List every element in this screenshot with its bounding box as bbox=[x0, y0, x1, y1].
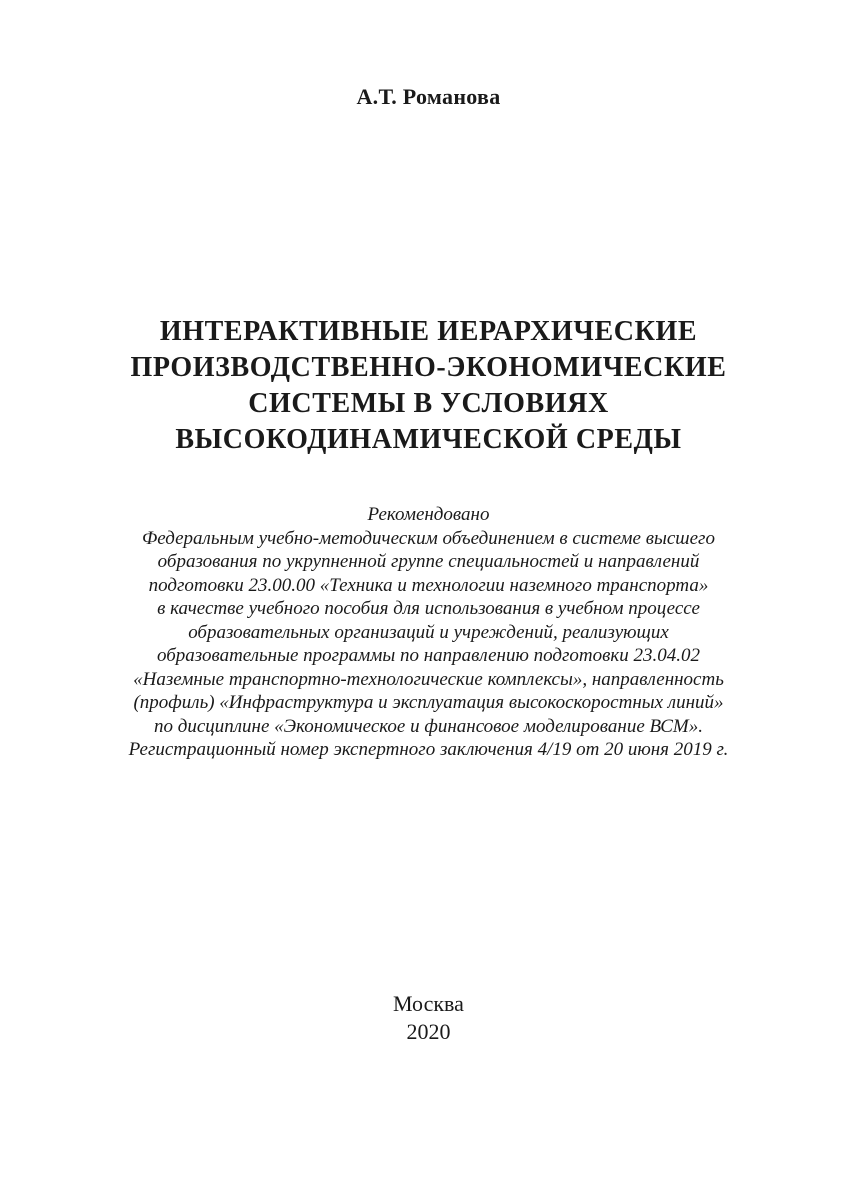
recommendation-line: подготовки 23.00.00 «Техника и технологии наземного транспорта» bbox=[148, 574, 709, 596]
publication-info bbox=[0, 990, 857, 1046]
title-line: ВЫСОКОДИНАМИЧЕСКОЙ СРЕДЫ bbox=[175, 424, 682, 455]
recommendation-block bbox=[40, 503, 817, 762]
recommendation-line: образования по укрупненной группе специальностей и направлений bbox=[157, 551, 700, 572]
recommendation-line: (профиль) «Инфраструктура и эксплуатация высокоскоростных линий» bbox=[133, 692, 724, 713]
recommendation-line: Рекомендовано bbox=[367, 504, 490, 525]
recommendation-line: по дисциплине «Экономическое и финансовое моделирование ВСМ». bbox=[153, 715, 704, 737]
title-line: ИНТЕРАКТИВНЫЕ ИЕРАРХИЧЕСКИЕ bbox=[159, 316, 698, 347]
recommendation-line: в качестве учебного пособия для использования в учебном процессе bbox=[157, 598, 700, 619]
title-line: СИСТЕМЫ В УСЛОВИЯХ bbox=[248, 388, 609, 419]
publication-city: Москва bbox=[393, 991, 464, 1016]
recommendation-line: Федеральным учебно-методическим объединением в системе высшего bbox=[142, 527, 715, 549]
book-title bbox=[60, 314, 797, 458]
publication-year: 2020 bbox=[406, 1019, 451, 1044]
author-name: А.Т. Романова bbox=[356, 84, 501, 109]
recommendation-line: Регистрационный номер экспертного заключения 4/19 от 20 июня 2019 г. bbox=[128, 739, 729, 760]
recommendation-line: образовательных организаций и учреждений, реализующих bbox=[188, 621, 669, 643]
title-line: ПРОИЗВОДСТВЕННО-ЭКОНОМИЧЕСКИЕ bbox=[130, 352, 727, 383]
recommendation-line: «Наземные транспортно-технологические комплексы», направленность bbox=[133, 668, 724, 690]
recommendation-line: образовательные программы по направлению подготовки 23.04.02 bbox=[156, 645, 701, 666]
